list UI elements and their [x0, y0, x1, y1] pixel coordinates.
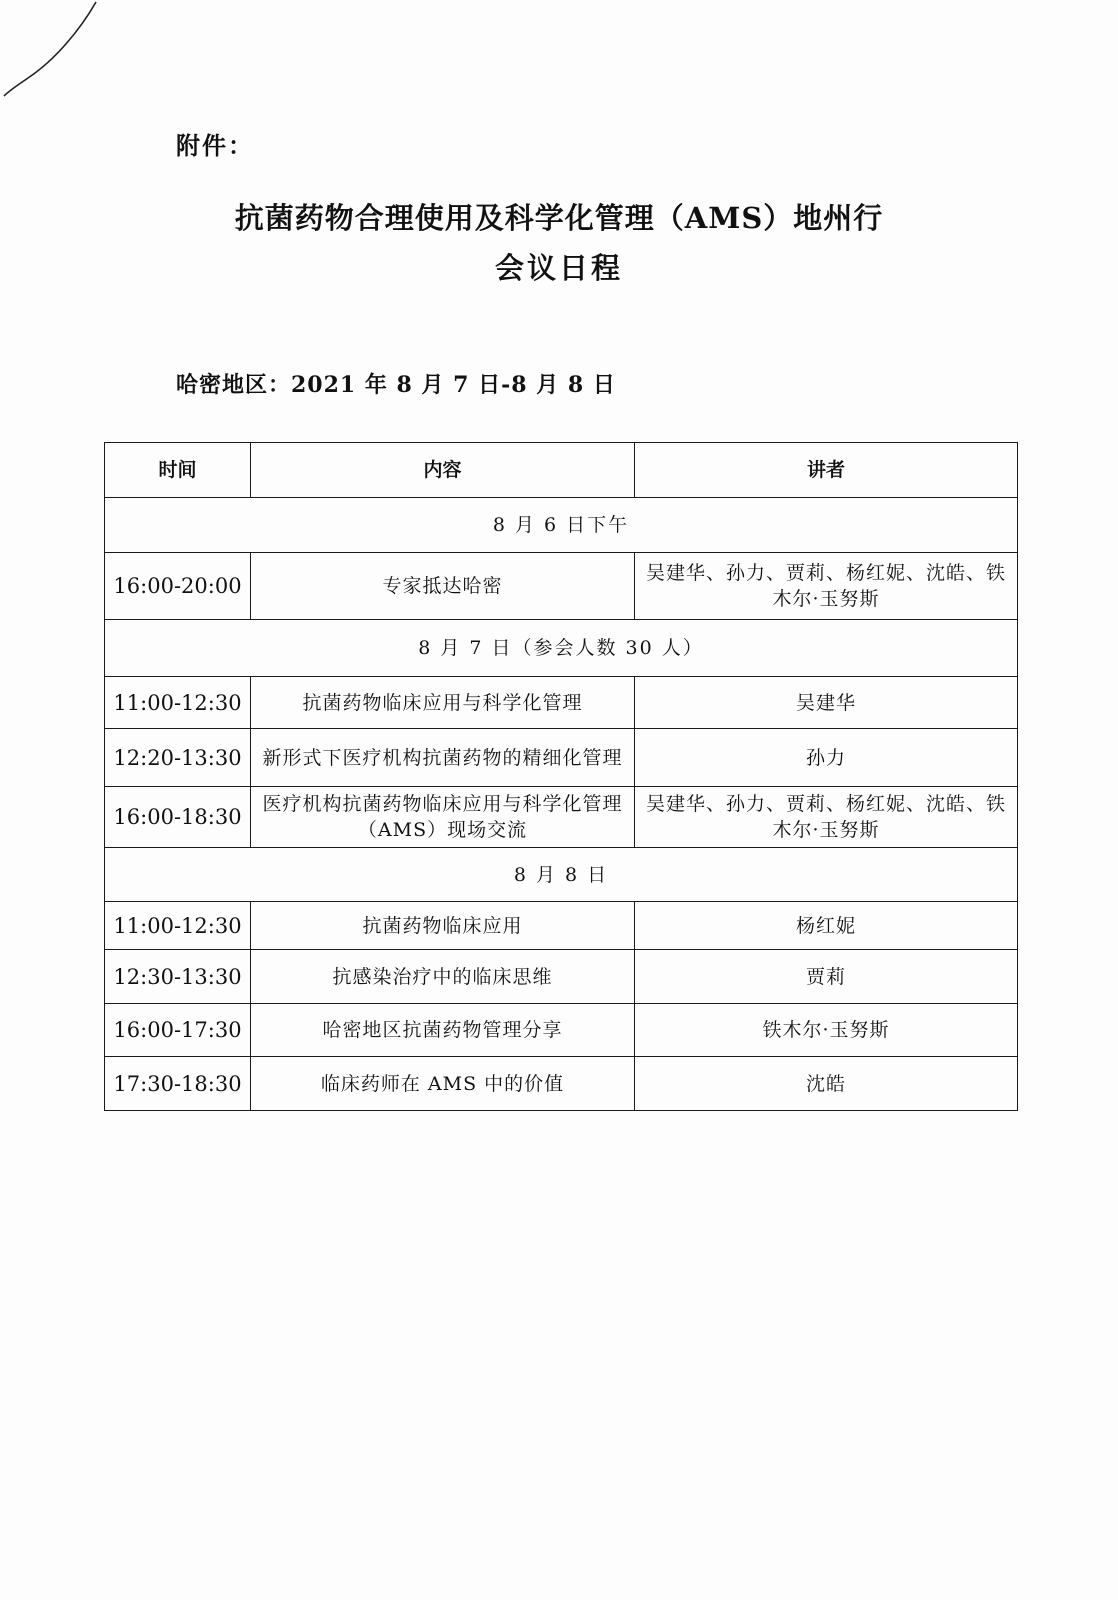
day-label: 8 月 7 日（参会人数 30 人） [105, 620, 1018, 677]
speaker-cell: 吴建华、孙力、贾莉、杨红妮、沈皓、铁木尔·玉努斯 [635, 787, 1018, 848]
time-cell: 11:00-12:30 [105, 677, 251, 729]
time-cell: 16:00-17:30 [105, 1004, 251, 1057]
speaker-cell: 吴建华 [635, 677, 1018, 729]
content-cell: 专家抵达哈密 [251, 553, 635, 620]
document-subtitle: 会议日程 [494, 251, 623, 285]
table-row [105, 902, 1018, 950]
table-row [105, 1057, 1018, 1111]
content-cell: 新形式下医疗机构抗菌药物的精细化管理 [251, 729, 635, 787]
content-cell: 医疗机构抗菌药物临床应用与科学化管理 （AMS）现场交流 [251, 787, 635, 848]
header-content: 内容 [251, 443, 635, 498]
day-row [105, 498, 1018, 553]
speaker-cell: 吴建华、孙力、贾莉、杨红妮、沈皓、铁木尔·玉努斯 [635, 553, 1018, 620]
header-row [105, 443, 1018, 498]
table-row [105, 950, 1018, 1004]
table-row [105, 787, 1018, 848]
time-cell: 17:30-18:30 [105, 1057, 251, 1111]
day-label: 8 月 8 日 [105, 848, 1018, 902]
pen-stroke-mark [0, 0, 120, 110]
region-date-line: 哈密地区：2021 年 8 月 7 日-8 月 8 日 [176, 372, 616, 398]
document-title: 抗菌药物合理使用及科学化管理（AMS）地州行 [234, 201, 884, 235]
table-row [105, 729, 1018, 787]
table-row [105, 677, 1018, 729]
speaker-cell: 杨红妮 [635, 902, 1018, 950]
speaker-cell: 沈皓 [635, 1057, 1018, 1111]
schedule-table [104, 442, 1018, 1111]
header-speaker: 讲者 [635, 443, 1018, 498]
time-cell: 11:00-12:30 [105, 902, 251, 950]
time-cell: 16:00-20:00 [105, 553, 251, 620]
content-cell: 临床药师在 AMS 中的价值 [251, 1057, 635, 1111]
day-row [105, 620, 1018, 677]
content-cell: 抗菌药物临床应用与科学化管理 [251, 677, 635, 729]
time-cell: 16:00-18:30 [105, 787, 251, 848]
day-row [105, 848, 1018, 902]
day-label: 8 月 6 日下午 [105, 498, 1018, 553]
time-cell: 12:20-13:30 [105, 729, 251, 787]
header-time: 时间 [105, 443, 251, 498]
speaker-cell: 孙力 [635, 729, 1018, 787]
time-cell: 12:30-13:30 [105, 950, 251, 1004]
table-row [105, 1004, 1018, 1057]
content-cell: 哈密地区抗菌药物管理分享 [251, 1004, 635, 1057]
speaker-cell: 贾莉 [635, 950, 1018, 1004]
speaker-cell: 铁木尔·玉努斯 [635, 1004, 1018, 1057]
content-cell: 抗感染治疗中的临床思维 [251, 950, 635, 1004]
attachment-label: 附件： [176, 131, 254, 160]
table-row [105, 553, 1018, 620]
content-cell: 抗菌药物临床应用 [251, 902, 635, 950]
